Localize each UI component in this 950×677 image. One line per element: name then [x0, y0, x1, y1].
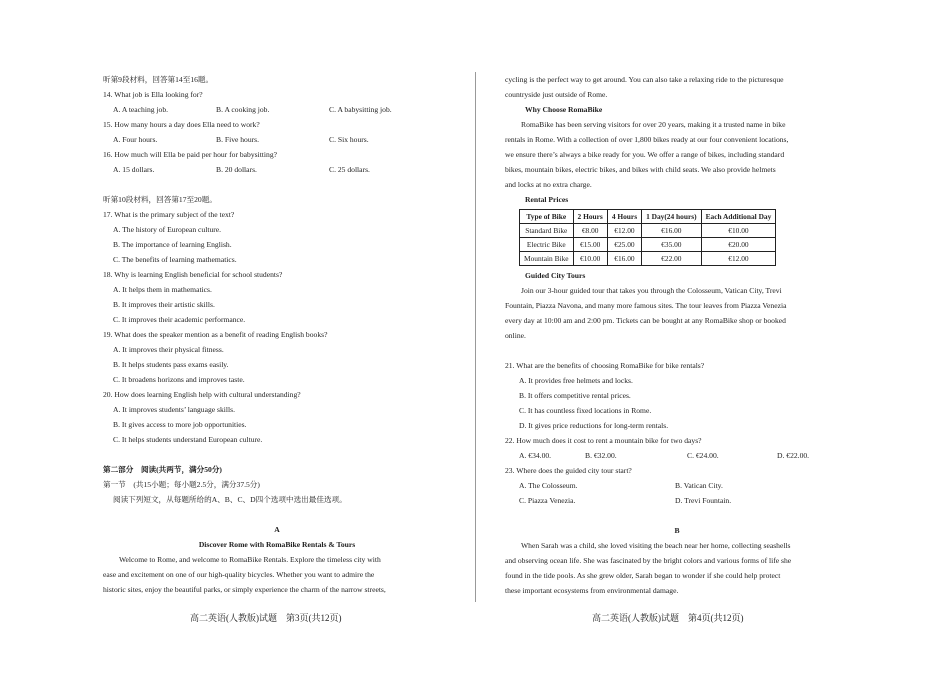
passage-line: online. — [505, 331, 526, 340]
option: D. It gives price reductions for long-term rentals. — [519, 421, 669, 430]
option: A. The history of European culture. — [113, 225, 222, 234]
option: D. Trevi Fountain. — [675, 496, 732, 505]
option: C. The benefits of learning mathematics. — [113, 255, 237, 264]
table-cell: €16.00 — [607, 252, 641, 266]
options-14 — [103, 102, 451, 117]
options-23-row2 — [505, 493, 849, 508]
passage-line: When Sarah was a child, she loved visiting the beach near her home, collecting seashells — [521, 541, 791, 550]
option: B. Five hours. — [216, 135, 260, 144]
part-heading: 第二部分 阅读(共两节，满分50分) — [103, 465, 222, 474]
question-19: 19. What does the speaker mention as a benefit of reading English books? — [103, 330, 328, 339]
option: A. A teaching job. — [113, 105, 169, 114]
option: A. Four hours. — [113, 135, 158, 144]
table-cell: Electric Bike — [520, 238, 574, 252]
option: A. It helps them in mathematics. — [113, 285, 212, 294]
option: C. It helps students understand European culture. — [113, 435, 263, 444]
table-header: Each Additional Day — [701, 210, 776, 224]
option: C. It broadens horizons and improves taste. — [113, 375, 245, 384]
passage-line: RomaBike has been serving visitors for over 20 years, making it a trusted name in bike — [521, 120, 786, 129]
table-header: 1 Day(24 hours) — [642, 210, 702, 224]
table-cell: €10.00 — [701, 224, 776, 238]
table-header: 2 Hours — [573, 210, 607, 224]
table-cell: Standard Bike — [520, 224, 574, 238]
passage-line: Welcome to Rome, and welcome to RomaBike Rentals. Explore the timeless city with — [119, 555, 381, 564]
options-16 — [103, 162, 451, 177]
option: A. The Colosseum. — [519, 481, 578, 490]
question-22: 22. How much does it cost to rent a mountain bike for two days? — [505, 436, 702, 445]
option: A. It improves students’ language skills. — [113, 405, 235, 414]
option: B. It helps students pass exams easily. — [113, 360, 229, 369]
table-row — [520, 252, 776, 266]
option: A. 15 dollars. — [113, 165, 155, 174]
table-cell: €35.00 — [642, 238, 702, 252]
option: B. A cooking job. — [216, 105, 270, 114]
option: C. Piazza Venezia. — [519, 496, 576, 505]
option: B. 20 dollars. — [216, 165, 257, 174]
option: B. It gives access to more job opportunities. — [113, 420, 247, 429]
passage-title: Discover Rome with RomaBike Rentals & Tours — [198, 540, 356, 549]
left-column — [103, 72, 451, 597]
table-cell: €16.00 — [642, 224, 702, 238]
instruction: 阅读下列短文，从每题所给的A、B、C、D四个选项中选出最佳选项。 — [113, 495, 347, 504]
passage-line: found in the tide pools. As she grew older, Sarah began to wonder if she could help protect — [505, 571, 781, 580]
table-cell: €12.00 — [607, 224, 641, 238]
passage-line: every day at 10:00 am and 2:00 pm. Tickets can be bought at any RomaBike shop or booked — [505, 316, 786, 325]
table-cell: €20.00 — [701, 238, 776, 252]
option: B. The importance of learning English. — [113, 240, 232, 249]
passage-line: we ensure there’s always a bike ready for you. We offer a range of bikes, including standard — [505, 150, 785, 159]
column-divider — [475, 72, 476, 602]
table-cell: €22.00 — [642, 252, 702, 266]
section-intro: 听第10段材料，回答第17至20题。 — [103, 195, 217, 204]
option: C. It improves their academic performance. — [113, 315, 246, 324]
passage-line: and observing ocean life. She was fascinated by the bright colors and various forms of life she — [505, 556, 792, 565]
passage-line: and locks at no extra charge. — [505, 180, 592, 189]
option: C. €24.00. — [687, 451, 719, 460]
question-20: 20. How does learning English help with cultural understanding? — [103, 390, 301, 399]
option: B. €32.00. — [585, 451, 617, 460]
passage-line: countryside just outside of Rome. — [505, 90, 608, 99]
options-15 — [103, 132, 451, 147]
subheading-prices: Rental Prices — [525, 195, 569, 204]
table-row — [520, 224, 776, 238]
table-cell: €25.00 — [607, 238, 641, 252]
subheading-tours: Guided City Tours — [525, 271, 586, 280]
options-23-row1 — [505, 478, 849, 493]
question-21: 21. What are the benefits of choosing RomaBike for bike rentals? — [505, 361, 705, 370]
option: C. 25 dollars. — [329, 165, 370, 174]
table-cell: €12.00 — [701, 252, 776, 266]
table-header: Type of Bike — [520, 210, 574, 224]
question-23: 23. Where does the guided city tour start? — [505, 466, 632, 475]
option: C. A babysitting job. — [329, 105, 392, 114]
passage-label: A — [274, 525, 280, 534]
section-intro: 听第9段材料，回答第14至16题。 — [103, 75, 214, 84]
passage-line: Join our 3-hour guided tour that takes you through the Colosseum, Vatican City, Trevi — [521, 286, 782, 295]
question-18: 18. Why is learning English beneficial for school students? — [103, 270, 283, 279]
table-header: 4 Hours — [607, 210, 641, 224]
passage-line: historic sites, enjoy the beautiful parks, or simply experience the charm of the narrow streets, — [103, 585, 386, 594]
right-column — [505, 72, 849, 598]
table-header-row — [520, 210, 776, 224]
passage-line: ease and excitement on one of our high-quality bicycles. Whether you want to admire the — [103, 570, 375, 579]
option: A. It improves their physical fitness. — [113, 345, 224, 354]
table-cell: €10.00 — [573, 252, 607, 266]
question-16: 16. How much will Ella be paid per hour for babysitting? — [103, 150, 277, 159]
passage-line: rentals in Rome. With a collection of over 1,800 bikes ready at our four convenient locations, — [505, 135, 789, 144]
page-footer-right: 高二英语(人教版)试题 第4页(共12页) — [592, 613, 744, 623]
passage-line: Fountain, Piazza Navona, and many more famous sites. The tour leaves from Piazza Venezia — [505, 301, 787, 310]
option: B. It offers competitive rental prices. — [519, 391, 631, 400]
section-heading: 第一节 (共15小题；每小题2.5分，满分37.5分) — [103, 480, 260, 489]
passage-line: cycling is the perfect way to get around. You can also take a relaxing ride to the picturesque — [505, 75, 784, 84]
page-footer-left: 高二英语(人教版)试题 第3页(共12页) — [190, 613, 342, 623]
option: A. It provides free helmets and locks. — [519, 376, 633, 385]
passage-label: B — [674, 526, 680, 535]
option: C. It has countless fixed locations in Rome. — [519, 406, 652, 415]
passage-line: bikes, mountain bikes, electric bikes, and bikes with child seats. We also provide helmets — [505, 165, 776, 174]
options-22 — [505, 448, 849, 463]
question-15: 15. How many hours a day does Ella need to work? — [103, 120, 260, 129]
passage-line: these important ecosystems from environmental damage. — [505, 586, 679, 595]
table-cell: €8.00 — [573, 224, 607, 238]
table-cell: €15.00 — [573, 238, 607, 252]
subheading-why: Why Choose RomaBike — [525, 105, 603, 114]
table-row — [520, 238, 776, 252]
option: B. Vatican City. — [675, 481, 723, 490]
option: B. It improves their artistic skills. — [113, 300, 215, 309]
option: A. €34.00. — [519, 451, 552, 460]
option: D. €22.00. — [777, 451, 810, 460]
question-14: 14. What job is Ella looking for? — [103, 90, 203, 99]
question-17: 17. What is the primary subject of the text? — [103, 210, 235, 219]
rental-price-table — [519, 209, 776, 266]
option: C. Six hours. — [329, 135, 369, 144]
table-cell: Mountain Bike — [520, 252, 574, 266]
